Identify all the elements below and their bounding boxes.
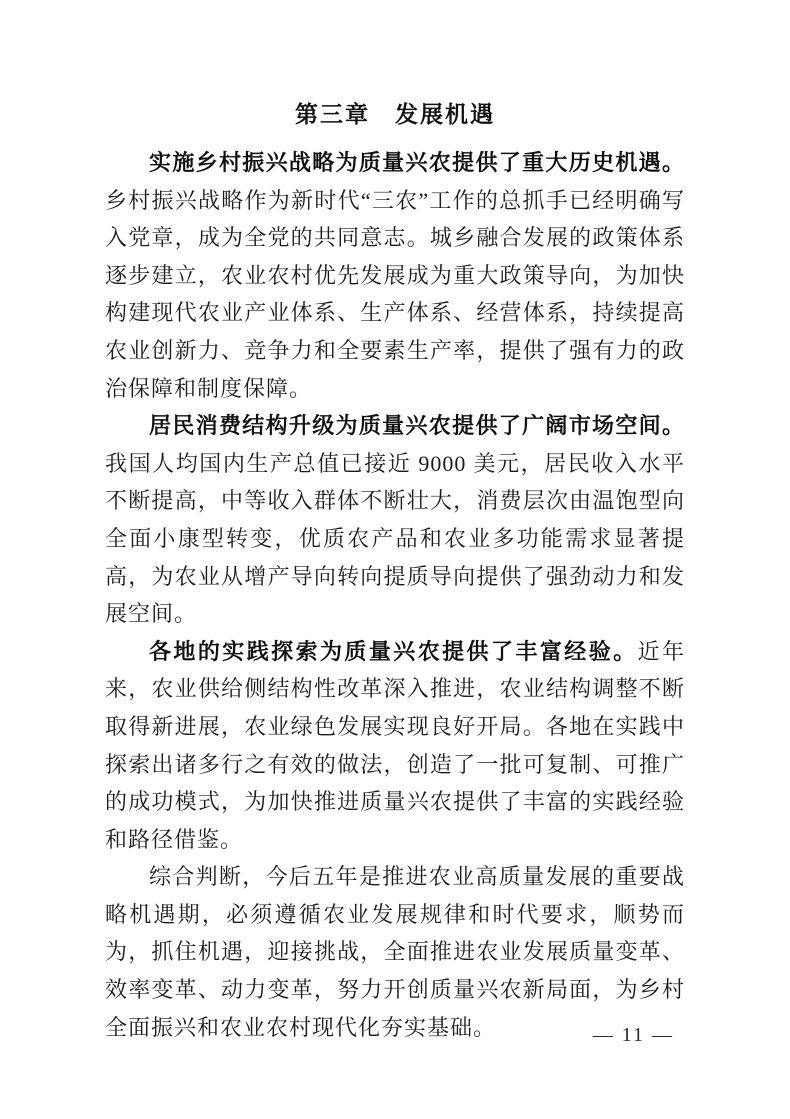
chapter-title: 第三章 发展机遇: [295, 102, 495, 127]
page-number: — 11 —: [592, 1024, 674, 1046]
paragraph-body: 我国人均国内生产总值已接近 9000 美元，居民收入水平不断提高，中等收入群体不断壮大，消费层次由温饱型向全面小康型转变，优质农产品和农业多功能需求显著提高，为农业从增产导向转向提质导向提供了强劲动力和发展空间。: [105, 450, 685, 627]
paragraph-history-opportunity: [105, 144, 685, 407]
paragraph-body: 近年来，农业供给侧结构性改革深入推进，农业结构调整不断取得新进展，农业绿色发展实现良好开局。各地在实践中探索出诸多行之有效的做法，创造了一批可复制、可推广的成功模式，为加快推进质量兴农提供了丰富的实践经验和路径借鉴。: [105, 638, 685, 852]
paragraph-body: 综合判断，今后五年是推进农业高质量发展的重要战略机遇期，必须遵循农业发展规律和时代要求，顺势而为，抓住机遇，迎接挑战，全面推进农业发展质量变革、效率变革、动力变革，努力开创质量兴农新局面，为乡村全面振兴和农业农村现代化夯实基础。: [105, 864, 685, 1040]
paragraph-lead: 实施乡村振兴战略为质量兴农提供了重大历史机遇。: [149, 150, 685, 175]
document-content: [105, 96, 685, 1046]
paragraph-market-space: [105, 407, 685, 633]
paragraph-practice-experience: [105, 633, 685, 859]
paragraph-overall-judgment: [105, 858, 685, 1046]
paragraph-lead: 居民消费结构升级为质量兴农提供了广阔市场空间。: [149, 413, 685, 439]
paragraph-body: 乡村振兴战略作为新时代“三农”工作的总抓手已经明确写入党章，成为全党的共同意志。城乡融合发展的政策体系逐步建立，农业农村优先发展成为重大政策导向，为加快构建现代农业产业体系、生产体系、经营体系，持续提高农业创新力、竞争力和全要素生产率，提供了强有力的政治保障和制度保障。: [105, 187, 685, 401]
paragraph-lead: 各地的实践探索为质量兴农提供了丰富经验。: [149, 638, 638, 664]
